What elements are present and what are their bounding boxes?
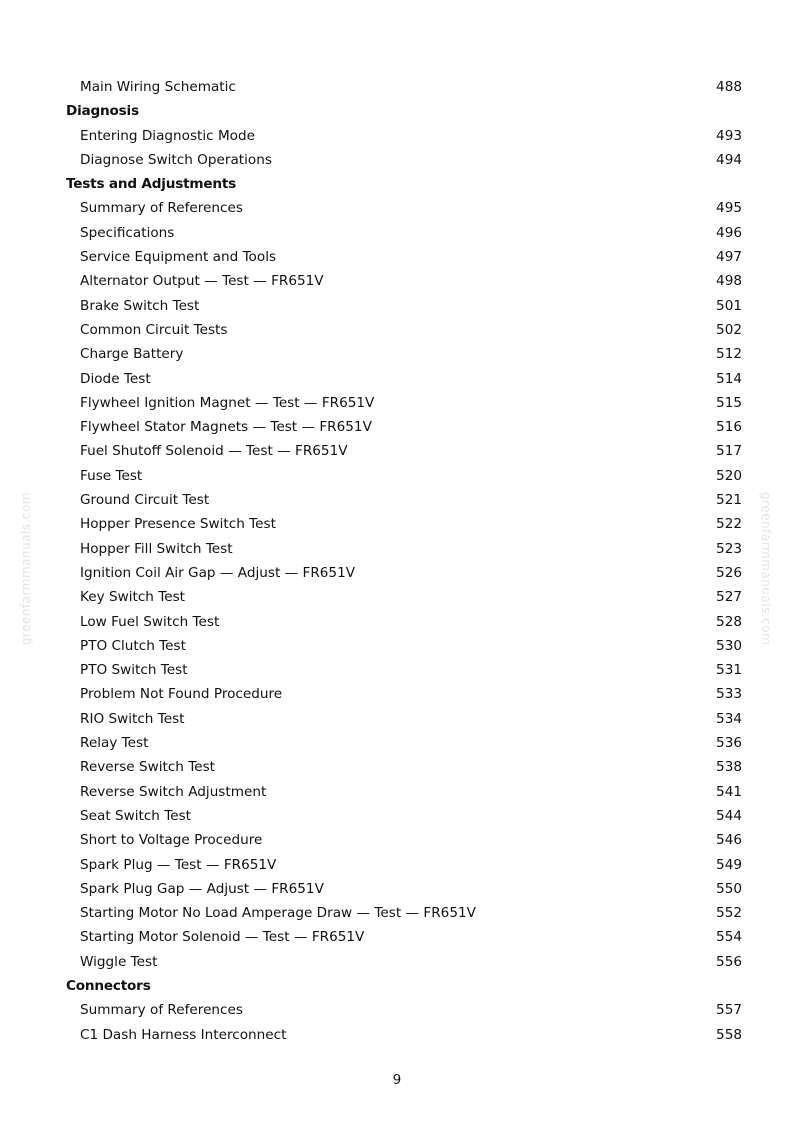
entry-title: Hopper Presence Switch Test: [80, 516, 276, 533]
toc-entry[interactable]: [0, 415, 794, 439]
entry-page-number: 495: [716, 200, 742, 217]
section-title: Connectors: [66, 977, 151, 994]
toc-entry[interactable]: [0, 755, 794, 779]
entry-page-number: 530: [716, 637, 742, 654]
entry-page-number: 558: [716, 1026, 742, 1043]
entry-page-number: 488: [716, 79, 742, 95]
entry-title: PTO Switch Test: [80, 662, 188, 679]
entry-page-number: 541: [716, 783, 742, 800]
toc-entry[interactable]: [0, 610, 794, 634]
entry-title: Diagnose Switch Operations: [80, 151, 272, 168]
watermark-right: greenfarmmanuals.com: [759, 492, 773, 646]
entry-page-number: 546: [716, 832, 742, 849]
entry-page-number: 557: [716, 1002, 742, 1019]
toc-entry[interactable]: [0, 221, 794, 245]
toc-entry[interactable]: [0, 634, 794, 658]
toc-entry[interactable]: [0, 342, 794, 366]
entry-page-number: 498: [716, 273, 742, 290]
entry-title: Key Switch Test: [80, 589, 185, 606]
toc-entry[interactable]: [0, 488, 794, 512]
toc-entry[interactable]: [0, 245, 794, 269]
entry-title: Flywheel Stator Magnets — Test — FR651V: [80, 419, 372, 436]
table-of-contents: [0, 75, 794, 1047]
entry-page-number: 523: [716, 540, 742, 557]
entry-page-number: 552: [716, 905, 742, 922]
entry-page-number: 550: [716, 880, 742, 897]
entry-title: Common Circuit Tests: [80, 321, 228, 338]
toc-entry[interactable]: [0, 925, 794, 949]
entry-page-number: 536: [716, 735, 742, 752]
toc-section-heading: [0, 172, 794, 196]
entry-page-number: 522: [716, 516, 742, 533]
toc-entry[interactable]: [0, 561, 794, 585]
section-title: Tests and Adjustments: [66, 176, 237, 193]
entry-title: Relay Test: [80, 735, 149, 752]
entry-page-number: 496: [716, 224, 742, 241]
toc-entry[interactable]: [0, 391, 794, 415]
toc-entry[interactable]: [0, 853, 794, 877]
toc-section-heading: [0, 99, 794, 123]
entry-page-number: 493: [716, 127, 742, 144]
entry-title: Starting Motor No Load Amperage Draw — Test — FR651V: [80, 905, 476, 922]
entry-page-number: 534: [716, 710, 742, 727]
entry-title: Spark Plug — Test — FR651V: [80, 856, 277, 873]
entry-title: Specifications: [80, 224, 175, 241]
toc-section-heading: [0, 974, 794, 998]
entry-title: Summary of References: [80, 1002, 243, 1019]
toc-entry[interactable]: [0, 512, 794, 536]
toc-entry[interactable]: [0, 124, 794, 148]
entry-page-number: 517: [716, 443, 742, 460]
toc-entry[interactable]: [0, 877, 794, 901]
entry-page-number: 526: [716, 564, 742, 581]
entry-title: Starting Motor Solenoid — Test — FR651V: [80, 929, 365, 946]
entry-page-number: 554: [716, 929, 742, 946]
toc-entry[interactable]: [0, 294, 794, 318]
entry-page-number: 549: [716, 856, 742, 873]
entry-title: C1 Dash Harness Interconnect: [80, 1026, 287, 1043]
entry-page-number: 515: [716, 394, 742, 411]
entry-page-number: 502: [716, 321, 742, 338]
entry-page-number: 533: [716, 686, 742, 703]
entry-title: Summary of References: [80, 200, 243, 217]
toc-entry[interactable]: [0, 269, 794, 293]
toc-entry[interactable]: [0, 731, 794, 755]
entry-page-number: 527: [716, 589, 742, 606]
entry-page-number: 520: [716, 467, 742, 484]
entry-title: Problem Not Found Procedure: [80, 686, 283, 703]
section-title: Diagnosis: [66, 103, 139, 120]
entry-title: Brake Switch Test: [80, 297, 200, 314]
entry-title: Flywheel Ignition Magnet — Test — FR651V: [80, 394, 375, 411]
toc-entry[interactable]: [0, 1023, 794, 1047]
entry-page-number: 514: [716, 370, 742, 387]
toc-entry[interactable]: [0, 998, 794, 1022]
entry-page-number: 528: [716, 613, 742, 630]
entry-page-number: 531: [716, 662, 742, 679]
entry-page-number: 501: [716, 297, 742, 314]
entry-page-number: 516: [716, 419, 742, 436]
toc-entry[interactable]: [0, 439, 794, 463]
toc-entry[interactable]: [0, 780, 794, 804]
toc-entry[interactable]: [0, 804, 794, 828]
entry-title: RIO Switch Test: [80, 710, 185, 727]
toc-entry[interactable]: [0, 464, 794, 488]
entry-page-number: 521: [716, 492, 742, 509]
toc-entry[interactable]: [0, 658, 794, 682]
entry-page-number: 497: [716, 249, 742, 266]
entry-page-number: 494: [716, 151, 742, 168]
entry-title: Wiggle Test: [80, 953, 158, 970]
entry-title: Ground Circuit Test: [80, 492, 210, 509]
entry-page-number: 538: [716, 759, 742, 776]
entry-title: Diode Test: [80, 370, 151, 387]
entry-page-number: 556: [716, 953, 742, 970]
entry-title: Charge Battery: [80, 346, 184, 363]
toc-entry[interactable]: [0, 901, 794, 925]
entry-page-number: 512: [716, 346, 742, 363]
entry-title: Spark Plug Gap — Adjust — FR651V: [80, 880, 324, 897]
entry-title: PTO Clutch Test: [80, 637, 186, 654]
toc-entry[interactable]: [0, 318, 794, 342]
entry-title: Alternator Output — Test — FR651V: [80, 273, 324, 290]
toc-entry[interactable]: [0, 75, 794, 99]
toc-entry[interactable]: [0, 682, 794, 706]
watermark-left: greenfarmmanuals.com: [19, 492, 33, 646]
entry-title: Service Equipment and Tools: [80, 249, 277, 266]
entry-page-number: 544: [716, 807, 742, 824]
entry-title: Hopper Fill Switch Test: [80, 540, 233, 557]
toc-entry[interactable]: [0, 367, 794, 391]
toc-entry[interactable]: [0, 537, 794, 561]
entry-title: Seat Switch Test: [80, 807, 192, 824]
toc-entry[interactable]: [0, 585, 794, 609]
toc-entry[interactable]: [0, 196, 794, 220]
entry-title: Ignition Coil Air Gap — Adjust — FR651V: [80, 564, 356, 581]
entry-title: Short to Voltage Procedure: [80, 832, 263, 849]
entry-title: Reverse Switch Adjustment: [80, 783, 267, 800]
entry-title: Reverse Switch Test: [80, 759, 215, 776]
entry-title: Fuel Shutoff Solenoid — Test — FR651V: [80, 443, 348, 460]
toc-entry[interactable]: [0, 828, 794, 852]
entry-title: Fuse Test: [80, 467, 143, 484]
toc-entry[interactable]: [0, 707, 794, 731]
entry-title: Main Wiring Schematic: [80, 79, 236, 95]
toc-entry[interactable]: [0, 950, 794, 974]
toc-entry[interactable]: [0, 148, 794, 172]
entry-title: Entering Diagnostic Mode: [80, 127, 255, 144]
entry-title: Low Fuel Switch Test: [80, 613, 220, 630]
page-number: 9: [392, 1072, 402, 1088]
